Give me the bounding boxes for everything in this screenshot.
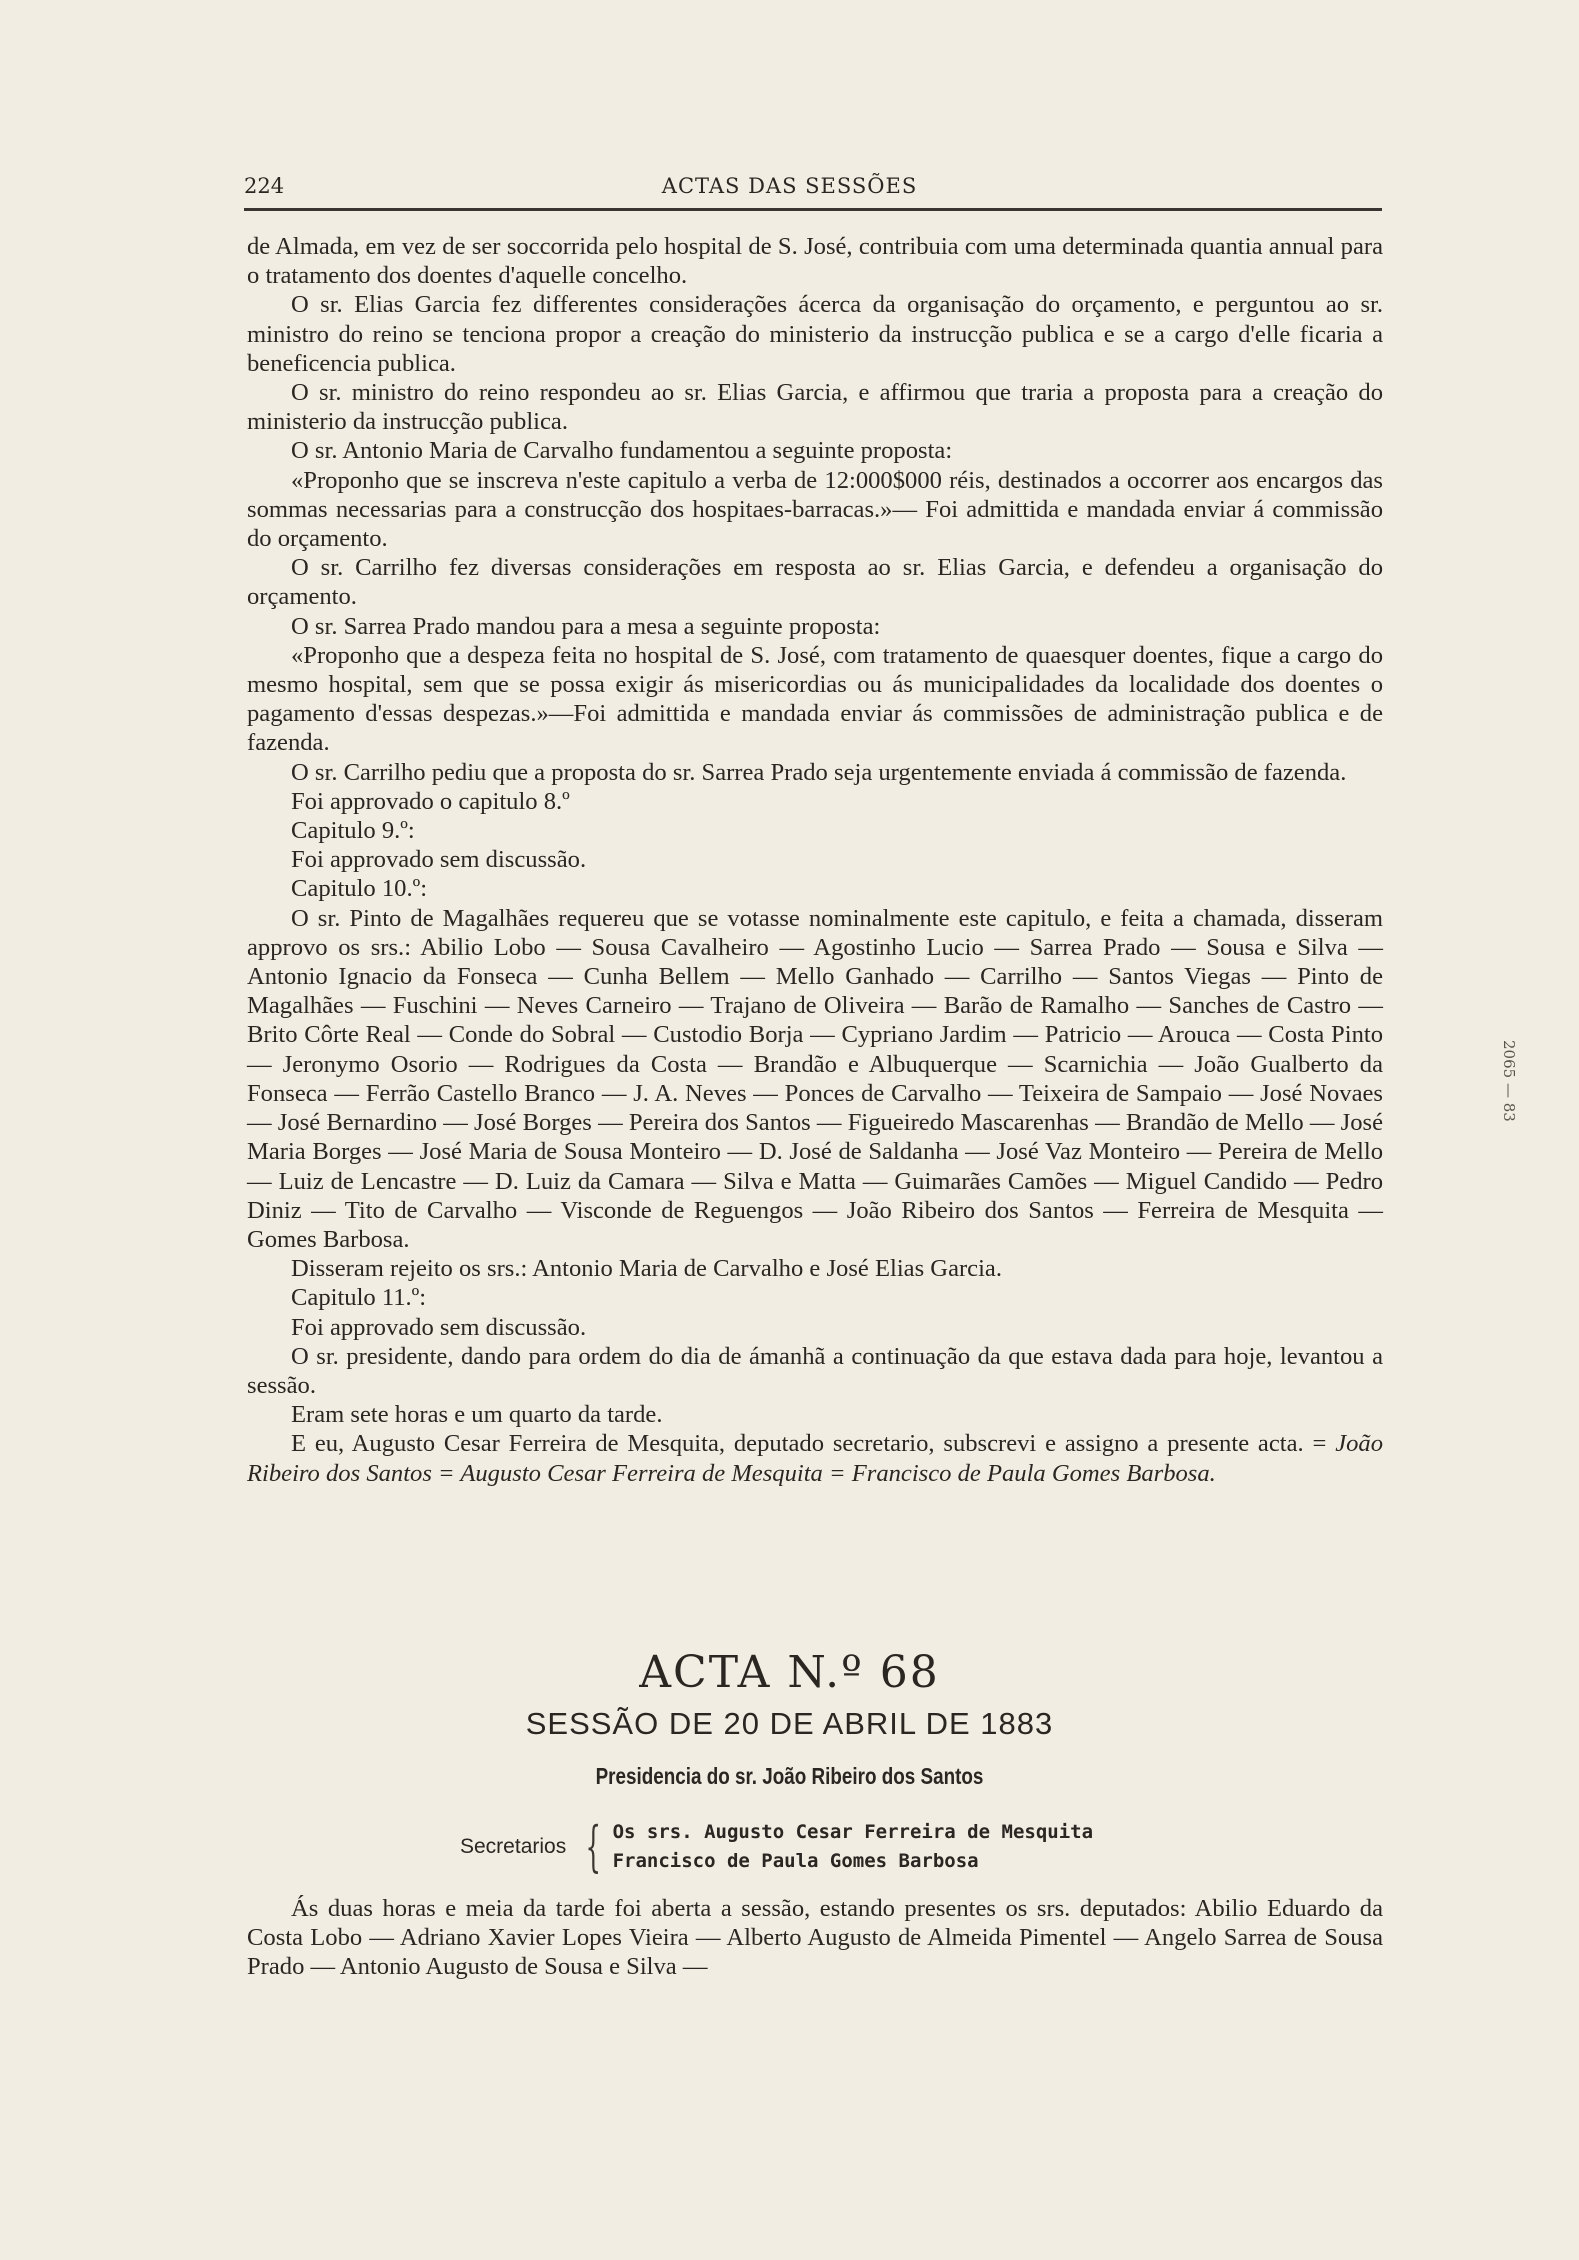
paragraph: O sr. Carrilho fez diversas considerações em resposta ao sr. Elias Garcia, e defendeu a organisação do orçamento. (247, 554, 1383, 611)
paragraph: Capitulo 9.º: (291, 817, 415, 845)
paragraph: O sr. Pinto de Magalhães requereu que se votasse nominalmente este capitulo, e feita a chamada, disseram approvo os srs.: Abilio Lobo — Sousa Cavalheiro — Agostinho Lucio — Sarrea Prado — Sousa e Silva — Antonio Ignacio da Fonseca — Cunha Bellem — Mello Ganhado — Carrilho — Santos Viegas — Pinto de Magalhães — Fuschini — Neves Carneiro — Trajano de Oliveira — Barão de Ramalho — Sanches de Castro — Brito Côrte Real — Conde do Sobral — Custodio Borja — Cypriano Jardim — Patricio — Arouca — Costa Pinto — Jeronymo Osorio — Rodrigues da Costa — Brandão e Albuquerque — Scarnichia — João Gualberto da Fonseca — Ferrão Castello Branco — J. A. Neves — Ponces de Carvalho — Teixeira de Sampaio — José Novaes — José Bernardino — José Borges — Pereira dos Santos — Figueiredo Mascarenhas — Brandão de Mello — José Maria Borges — José Maria de Sousa Monteiro — D. José de Saldanha — José Vaz Monteiro — Pereira de Mello — Luiz de Lencastre — D. Luiz da Camara — Silva e Matta — Guimarães Camões — Miguel Candido — Pedro Diniz — Tito de Carvalho — Visconde de Reguengos — João Ribeiro dos Santos — Ferreira de Mesquita — Gomes Barbosa. (247, 904, 1383, 1253)
header-rule (244, 208, 1382, 211)
paragraph: Foi approvado sem discussão. (291, 1313, 587, 1341)
secretarios-block (460, 1816, 1093, 1878)
paragraph: Disseram rejeito os srs.: Antonio Maria de Carvalho e José Elias Garcia. (291, 1255, 1002, 1283)
paragraph: O sr. Carrilho pediu que a proposta do sr. Sarrea Prado seja urgentemente enviada á commissão de fazenda. (291, 758, 1347, 786)
paragraph: Foi approvado o capitulo 8.º (291, 787, 570, 815)
paragraph: O sr. Antonio Maria de Carvalho fundamentou a seguinte proposta: (291, 437, 953, 465)
closing-paragraph (247, 1429, 1383, 1487)
paragraph: Capitulo 11.º: (291, 1284, 427, 1312)
secretarios-names (613, 1818, 1093, 1876)
paragraph: O sr. Sarrea Prado mandou para a mesa a seguinte proposta: (291, 612, 881, 640)
paragraph: de Almada, em vez de ser soccorrida pelo hospital de S. José, contribuia com uma determinada quantia annual para o tratamento dos doentes d'aquelle concelho. (247, 233, 1383, 290)
signatures: João Ribeiro dos Santos = Augusto Cesar Ferreira de Mesquita = Francisco de Paula Gomes Barbosa. (247, 1430, 1383, 1487)
paragraph: O sr. ministro do reino respondeu ao sr. Elias Garcia, e affirmou que traria a proposta para a creação do ministerio da instrucção publica. (247, 379, 1383, 436)
paragraph: Ás duas horas e meia da tarde foi aberta a sessão, estando presentes os srs. deputados: Abilio Eduardo da Costa Lobo — Adriano Xavier Lopes Vieira — Alberto Augusto de Almeida Pimentel — Angelo Sarrea de Sousa Prado — Antonio Augusto de Sousa e Silva — (247, 1895, 1383, 1981)
paragraph: Eram sete horas e um quarto da tarde. (291, 1401, 663, 1429)
opening-text (247, 1894, 1383, 1982)
paragraph: Capitulo 10.º: (291, 875, 428, 903)
paragraph: «Proponho que a despeza feita no hospital de S. José, com tratamento de quaesquer doentes, fique a cargo do mesmo hospital, sem que se possa exigir ás misericordias ou ás municipalidades da localidade dos doentes o pagamento d'essas despezas.»—Foi admittida e mandada enviar ás commissões de administração publica e de fazenda. (247, 641, 1383, 757)
session-title: SESSÃO DE 20 DE ABRIL DE 1883 (525, 1706, 1054, 1741)
closing-text: E eu, Augusto Cesar Ferreira de Mesquita, deputado secretario, subscrevi e assigno a presente acta. = (291, 1430, 1327, 1458)
running-title: ACTAS DAS SESSÕES (661, 174, 918, 198)
secretarios-label: Secretarios (460, 1835, 567, 1858)
acta-title: ACTA N.º 68 (639, 1647, 940, 1698)
paragraph: O sr. presidente, dando para ordem do dia de ámanhã a continuação da que estava dada para hoje, levantou a sessão. (247, 1342, 1383, 1399)
margin-note: 2065 — 83 (1500, 1040, 1518, 1122)
paragraph: O sr. Elias Garcia fez differentes considerações ácerca da organisação do orçamento, e perguntou ao sr. ministro do reino se tenciona propor a creação do ministerio da instrucção publica e se a cargo d'elle ficaria a beneficencia publica. (247, 291, 1383, 377)
paragraph: Foi approvado sem discussão. (291, 846, 587, 874)
page-number: 224 (244, 174, 285, 198)
brace-icon: { (585, 1815, 602, 1878)
paragraph: «Proponho que se inscreva n'este capitulo a verba de 12:000$000 réis, destinados a occorrer aos encargos das sommas necessarias para a construcção dos hospitaes-barracas.»— Foi admittida e mandada enviar á commissão do orçamento. (247, 466, 1383, 553)
presidencia-line: Presidencia do sr. João Ribeiro dos Santos (595, 1763, 984, 1789)
secretario-name: Francisco de Paula Gomes Barbosa (612, 1850, 979, 1872)
secretario-name: Os srs. Augusto Cesar Ferreira de Mesquita (612, 1821, 1094, 1843)
body-text (247, 232, 1383, 1488)
